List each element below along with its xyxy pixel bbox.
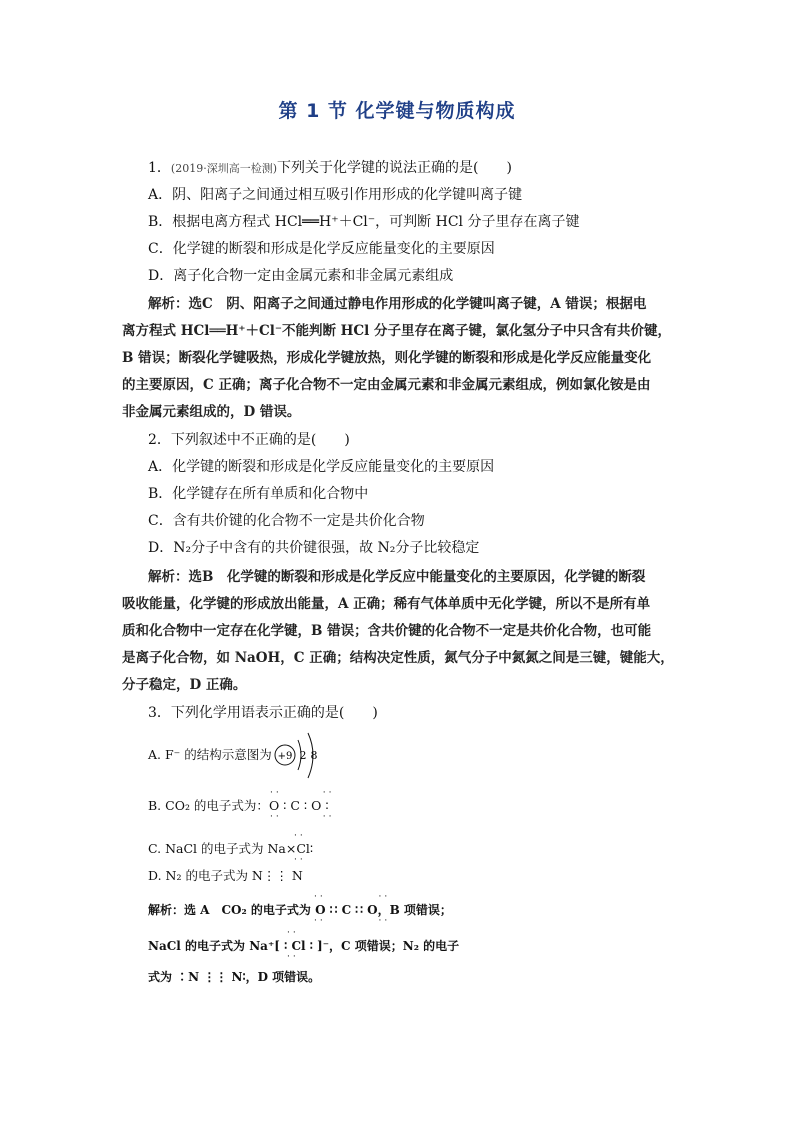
q1-explanation-line1: 解析：选C 阴、阳离子之间通过静电作用形成的化学键叫离子键，A 错误；根据电: [148, 296, 647, 312]
q2-option-c: C．含有共价键的化合物不一定是共价化合物: [148, 513, 425, 529]
co2-electron-formula: O ∶ C ∶ O ∶: [268, 798, 329, 813]
q3-option-d: [148, 867, 303, 885]
exp-cl-dots-top: ··: [287, 928, 299, 938]
q2-option-b: B．化学键存在所有单质和化合物中: [148, 486, 369, 502]
shell-2-count: 8: [310, 749, 318, 762]
exp-cl-dots-bottom: ··: [287, 952, 299, 962]
q2-explanation-line2: 吸收能量，化学键的形成放出能量，A 正确；稀有气体单质中无化学键，所以不是所有单: [122, 596, 651, 612]
q3-option-d-label: D. N₂ 的电子式为 N: [148, 868, 263, 883]
q3-option-a-label: A. F⁻ 的结构示意图为: [148, 747, 272, 762]
q3-option-c-label: C. NaCl 的电子式为 Na: [148, 841, 286, 856]
q2-stem: 2．下列叙述中不正确的是( ): [148, 432, 350, 448]
q3-explanation-line2: NaCl 的电子式为 Na⁺[ ∶ Cl ∶ ]⁻，C 项错误；N₂ 的电子: [148, 939, 460, 953]
q3-option-c: [148, 840, 313, 858]
q1-explanation-line4: 的主要原因，C 正确；离子化合物不一定由金属元素和非金属元素组成，例如氯化铵是由: [122, 377, 651, 393]
shell-1-count: 2: [299, 749, 307, 762]
exp-co2-dots-top: ·· ··: [314, 892, 391, 902]
nucleus-charge: +9: [277, 751, 293, 762]
nacl-electron-formula: ×Cl∶: [285, 841, 314, 856]
q1-option-b: B．根据电离方程式 HCl══H⁺＋Cl⁻，可判断 HCl 分子里存在离子键: [148, 214, 580, 230]
electron-dots-bottom: ·· ··: [270, 812, 335, 822]
q2-explanation-line4: 是离子化合物，如 NaOH，C 正确；结构决定性质，氮气分子中氮氮之间是三键，键能大，: [122, 650, 674, 666]
q1-option-d: D．离子化合物一定由金属元素和非金属元素组成: [148, 268, 454, 284]
n2-electron-formula: ⋮⋮ N: [262, 868, 303, 883]
q1-option-c: C．化学键的断裂和形成是化学反应能量变化的主要原因: [148, 241, 495, 257]
q1-number: 1．: [148, 160, 171, 176]
q2-option-d: D．N₂分子中含有的共价键很强，故 N₂分子比较稳定: [148, 540, 480, 556]
q3-exp1-suffix: ，B 项错误；: [377, 903, 452, 917]
q3-exp1-prefix: 解析：选 A CO₂ 的电子式为: [148, 903, 311, 917]
q3-option-b-label: B. CO₂ 的电子式为：: [148, 798, 269, 813]
q2-explanation-line1: 解析：选B 化学键的断裂和形成是化学反应中能量变化的主要原因，化学键的断裂: [148, 569, 646, 585]
cl-dots-bottom: ··: [294, 855, 306, 865]
q3-option-a: [148, 746, 272, 764]
q3-exp1-formula: O ∷ C ∷ O: [315, 903, 378, 917]
q1-explanation-line3: B 错误；断裂化学键吸热，形成化学键放热，则化学键的断裂和形成是化学反应能量变化: [122, 350, 652, 366]
q1-source: (2019·深圳高一检测): [170, 162, 277, 175]
q1-option-a: A．阴、阳离子之间通过相互吸引作用形成的化学键叫离子键: [148, 187, 523, 203]
q3-stem: 3．下列化学用语表示正确的是( ): [148, 705, 378, 721]
cl-dots-top: ··: [294, 831, 306, 841]
q2-explanation-line3: 质和化合物中一定存在化学键，B 错误；含共价键的化合物不一定是共价化合物，也可能: [122, 623, 652, 639]
q1-stem-text: 下列关于化学键的说法正确的是( ): [277, 160, 512, 176]
fluoride-structure-diagram: [272, 728, 332, 784]
q3-explanation-line3: 式为 ∶N ⋮⋮ N∶，D 项错误。: [148, 970, 321, 984]
q2-option-a: A．化学键的断裂和形成是化学反应能量变化的主要原因: [148, 459, 495, 475]
q3-explanation-line1: [148, 901, 452, 919]
q1-stem: [148, 158, 512, 179]
page-title: 第 1 节 化学键与物质构成: [278, 100, 516, 122]
q1-explanation-line5: 非金属元素组成的，D 错误。: [122, 404, 301, 420]
electron-dots-top: ·· ··: [270, 788, 335, 798]
q1-explanation-line2: 离方程式 HCl══H⁺＋Cl⁻不能判断 HCl 分子里存在离子键，氯化氢分子中只含有共价键，: [122, 323, 671, 339]
exp-co2-dots-bottom: ·· ··: [314, 916, 391, 926]
q2-explanation-line5: 分子稳定，D 正确。: [122, 677, 247, 693]
